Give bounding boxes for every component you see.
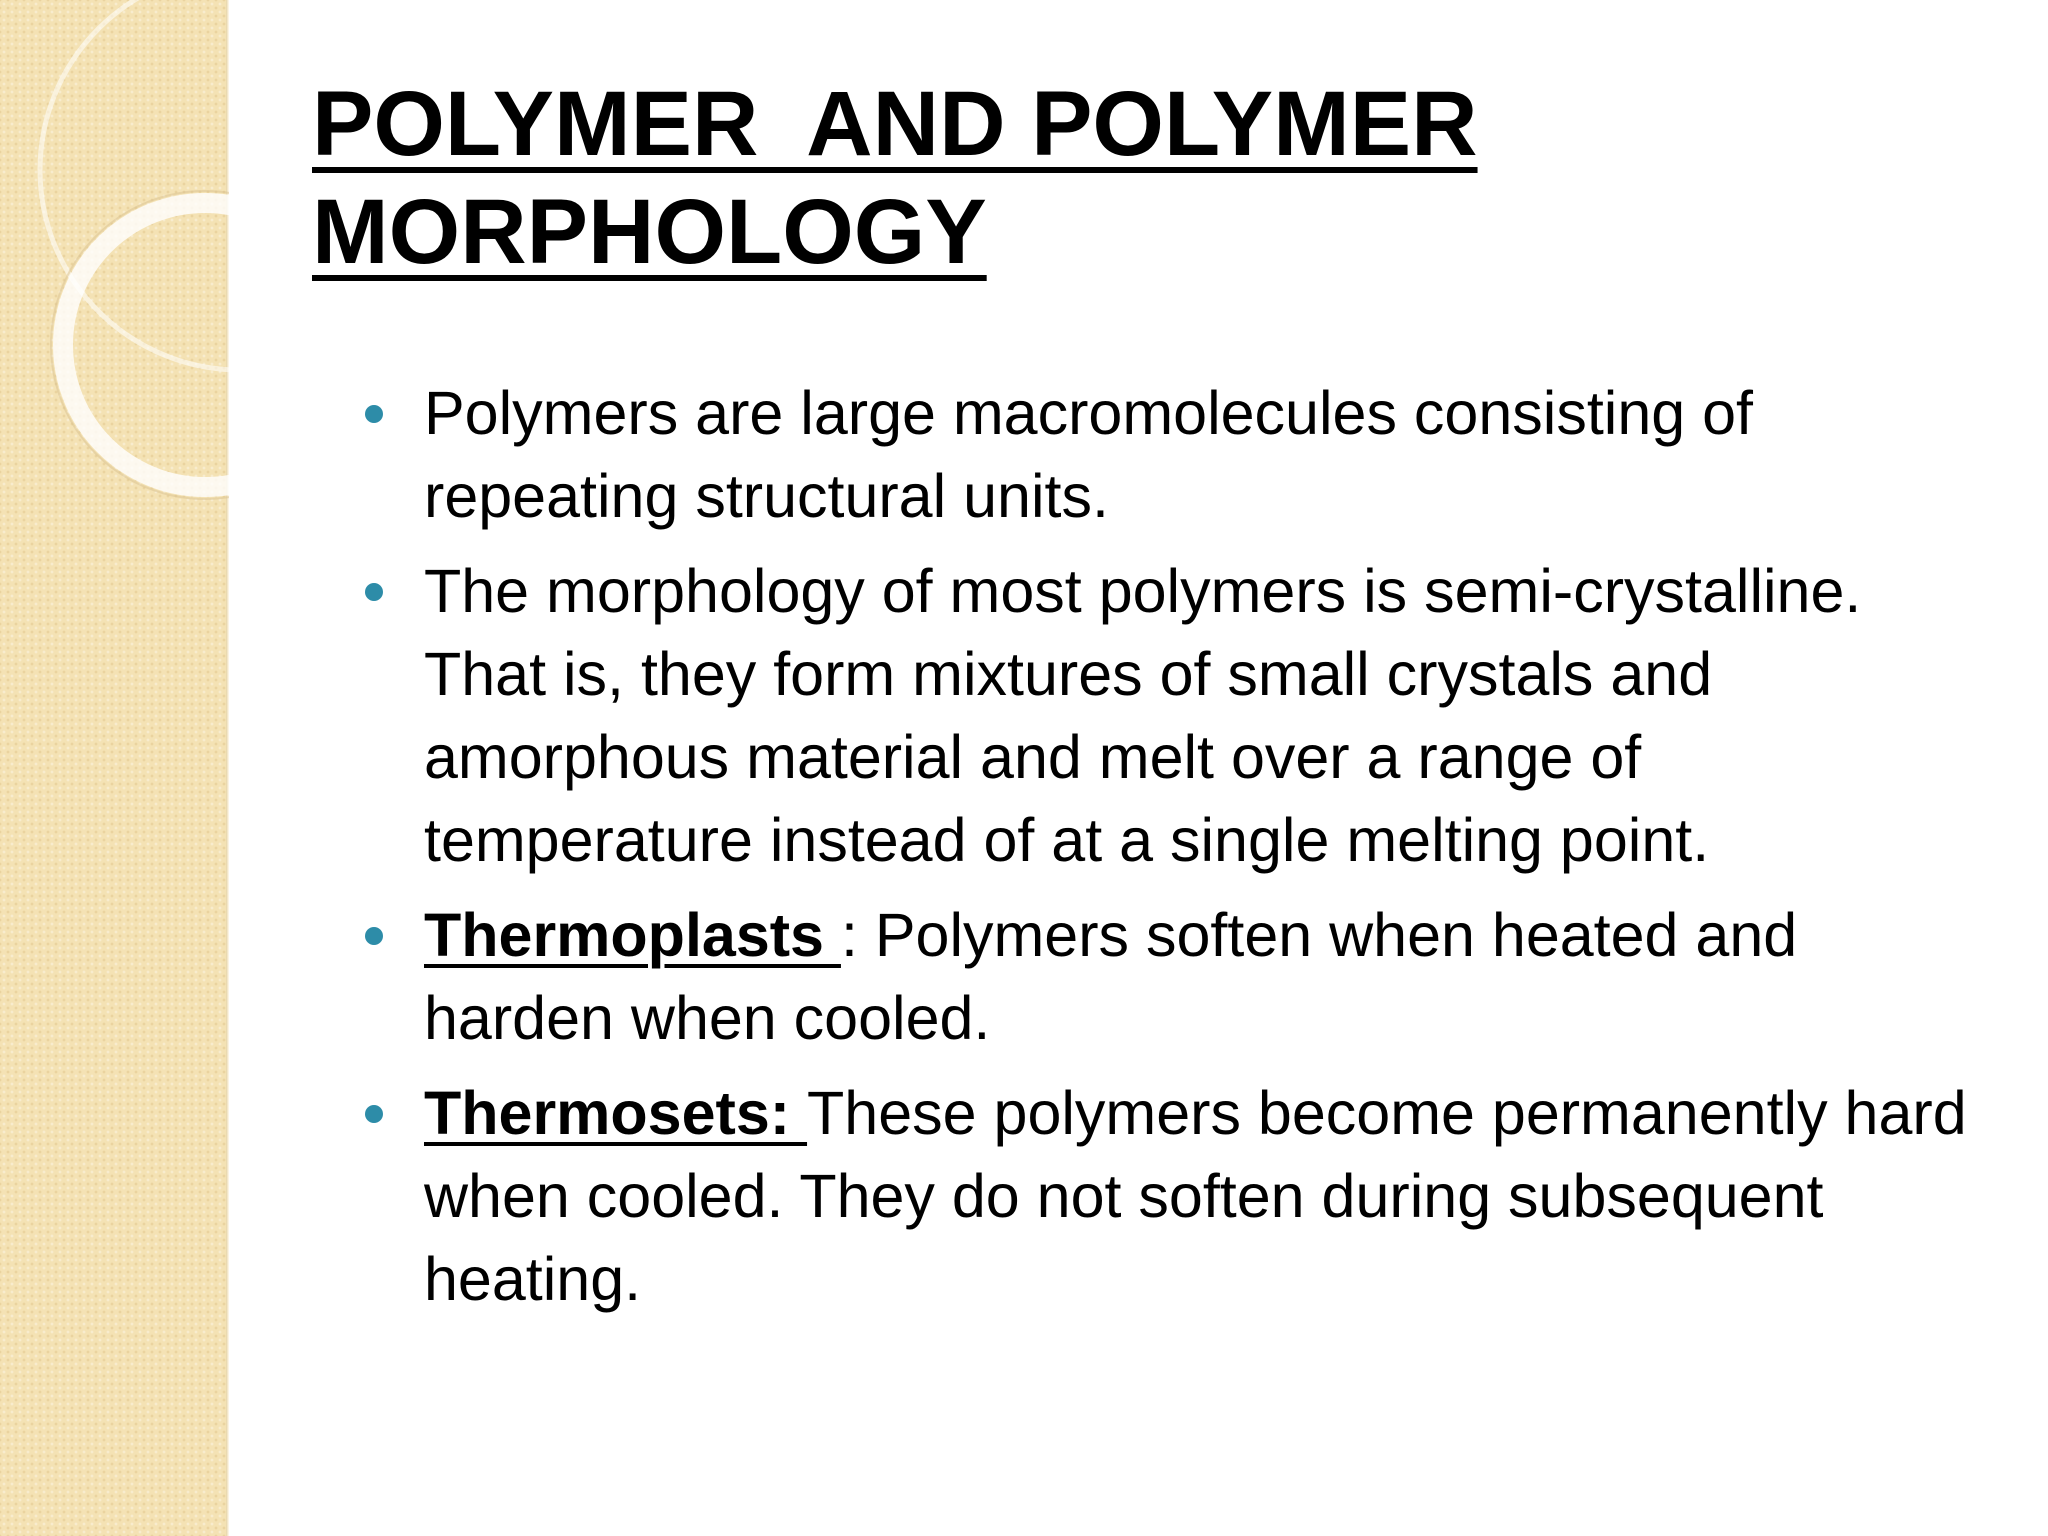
bullet-item-polymers-definition [312,372,1984,538]
slide-title [312,70,1612,286]
bullet-term-thermosets: Thermosets: [424,1079,808,1147]
bullet-text: : Polymers soften when heated and harden when cooled. [424,901,1798,1052]
bullet-dot-icon [365,583,383,601]
bullet-dot-icon [365,1105,383,1123]
bullet-text: These polymers become permanently hard when cooled. They do not soften during subsequent heating. [424,1079,1967,1313]
bullet-item-thermosets [312,1072,1984,1321]
bullet-term-thermoplasts: Thermoplasts [424,901,841,969]
slide-title-line-1: POLYMER AND POLYMER [312,73,1478,175]
ring-ornament-icon [0,0,229,520]
bullet-dot-icon [365,405,383,423]
slide-title-line-2: MORPHOLOGY [312,181,987,283]
bullet-dot-icon [365,927,383,945]
bullet-item-morphology [312,550,1984,882]
slide-content [312,70,1992,1333]
bullet-item-thermoplasts [312,894,1984,1060]
bullet-text: Polymers are large macromolecules consisting of repeating structural units. [424,379,1753,530]
bullet-text: The morphology of most polymers is semi-crystalline. That is, they form mixtures of small crystals and amorphous material and melt over a range of temperature instead of at a single melting point. [424,557,1862,874]
bullet-list [312,372,1992,1321]
